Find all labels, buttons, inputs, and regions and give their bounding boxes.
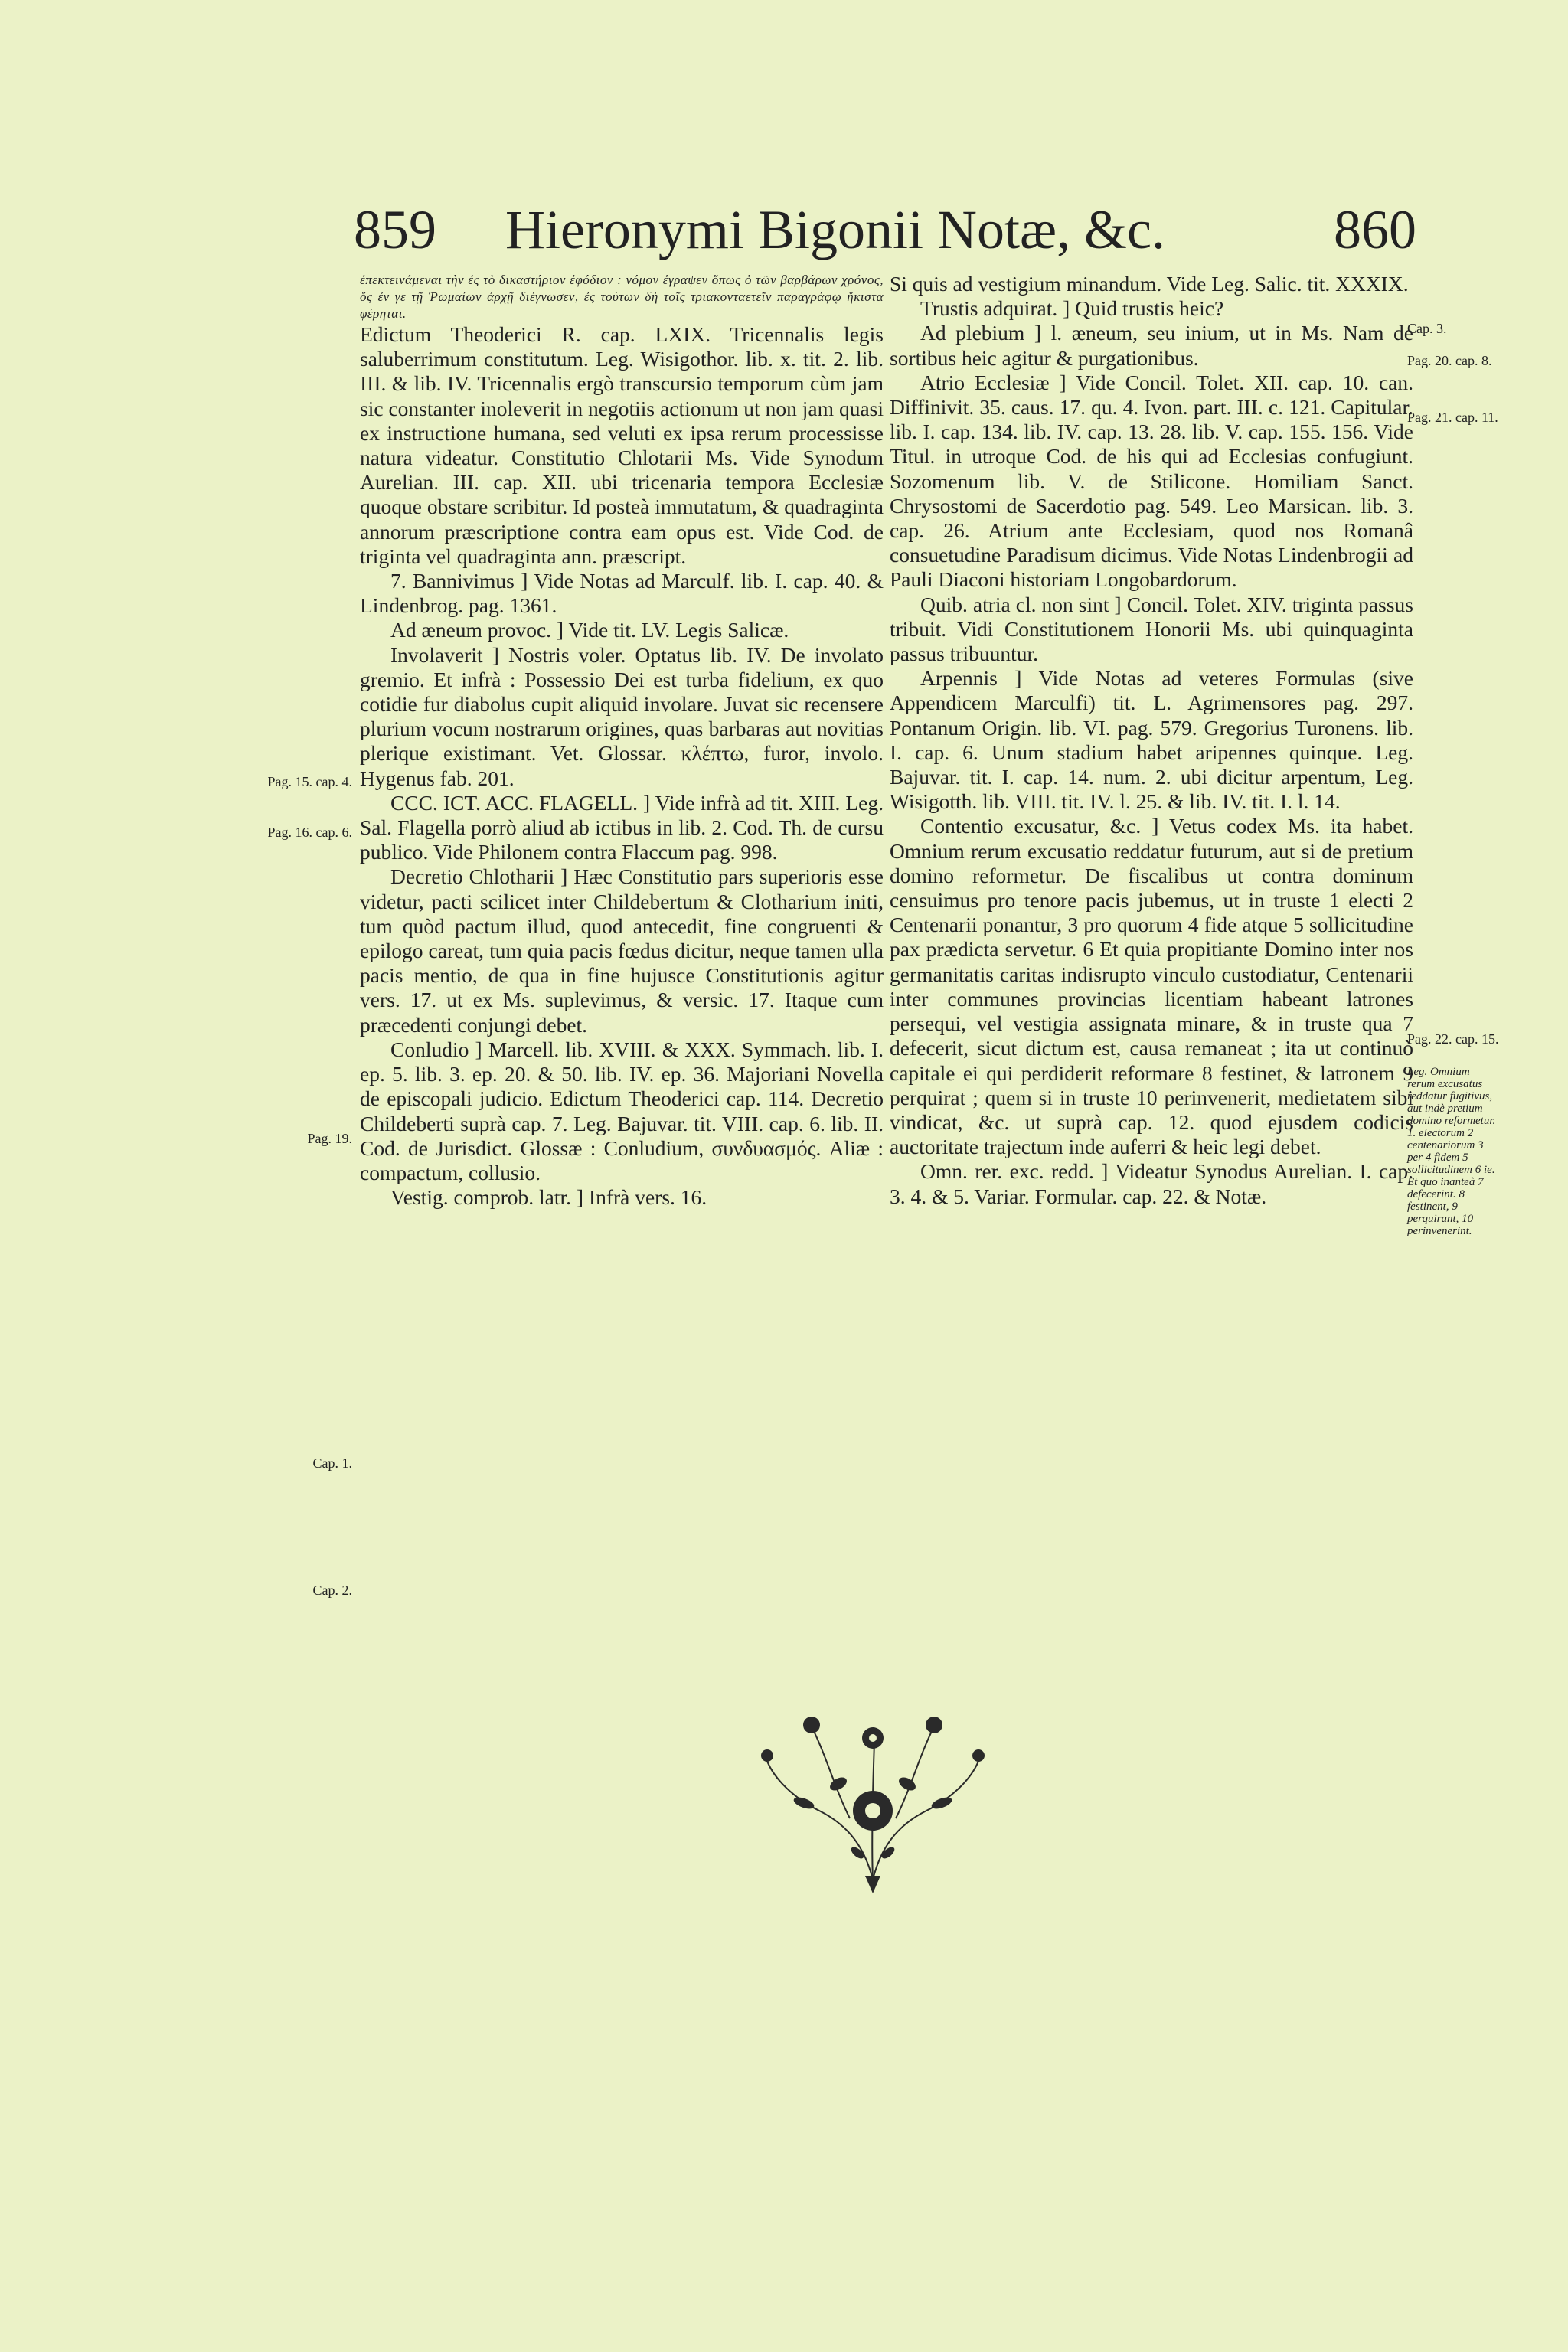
margin-ref: Pag. 16. cap. 6. [267,825,352,840]
margin-ref: Pag. 21. cap. 11. [1407,410,1498,425]
paragraph-bannivimus: 7. Bannivimus ] Vide Notas ad Marculf. lib. I. cap. 40. & Lindenbrog. pag. 1361. [360,569,884,618]
paragraph-contentio: Contentio excusatur, &c. ] Vetus codex Ms. ita habet. Omnium rerum excusatio reddatur futurum, aut si de pretium domino reformetur. De fiscalibus ut contra dominum censuimus pro tenore pacis jubemus, ut in truste 1 electi 2 Centenarii ponantur, 3 pro quorum 4 fide atque 5 sollicitudine pax prædicta servetur. 6 Et quia propitiante Domino inter nos germanitatis caritas indisrupto vinculo custodiatur, Centenarii inter communes provincias licentiam habeant latrones persequi, vel vestigia assignata minare, & in truste qua 7 defecerit, sicut dictum est, causa remaneat ; ita ut continuò capitale ei qui perdiderit reformare 8 festinet, & latronem 9 perquirat ; quem si in truste 10 perinvenerit, medietatem sibi vindicat, &c. ut suprà cap. 12. quod ejusdem codicis auctoritate trajectum inde auferri & heic legi debet. [890,814,1413,1159]
greek-quotation: ἐπεκτεινάμεναι τὴν ἐς τὸ δικαστήριον ἐφόδιον : νόμον ἐγραψεν ὅπως ὁ τῶν βαρβάρων χρόνος, ὅς ἐν γε τῇ Ῥωμαίων ἀρχῇ διέγνωσεν, ἐς τούτων δὴ τοῖς τριακονταετεῖν παραγράφῳ ἥκιστα φέρηται. [360,273,884,321]
paragraph-omn-rer: Omn. rer. exc. redd. ] Videatur Synodus Aurelian. I. cap. 3. 4. & 5. Variar. Formular. cap. 22. & Notæ. [890,1159,1413,1208]
paragraph-arpennis: Arpennis ] Vide Notas ad veteres Formulas (sive Appendicem Marculfi) tit. L. Agrimensores pag. 297. Pontanum Origin. lib. VI. pag. 579. Gregorius Turonens. lib. I. cap. 6. Unum stadium habet aripennes quinque. Leg. Bajuvar. tit. I. cap. 14. num. 2. ubi dicitur arpentum, Leg. Wisigotth. lib. VIII. tit. IV. l. 25. & lib. IV. tit. I. l. 14. [890,666,1413,814]
margin-ref: Pag. 19. [307,1131,352,1146]
paragraph-quib-atria: Quib. atria cl. non sint ] Concil. Tolet. XIV. triginta passus tribuit. Vidi Constitutionem Honorii Ms. ubi quinquaginta passus tribuuntur. [890,592,1413,666]
margin-ref: Cap. 2. [312,1583,352,1598]
paragraph-atrio-ecclesiae: Atrio Ecclesiæ ] Vide Concil. Tolet. XII. cap. 10. can. Diffinivit. 35. caus. 17. qu. 4. Ivon. part. III. c. 121. Capitular. lib. I. cap. 134. lib. IV. cap. 13. 28. lib. V. cap. 155. 156. Vide Titul. in utroque Cod. de his qui ad Ecclesias confugiunt. Sozomenum lib. V. de Stilicone. Homiliam Sanct. Chrysostomi de Sacerdotio pag. 549. Leo Marsican. lib. 3. cap. 26. Atrium ante Ecclesiam, quod nos Romanâ consuetudine Paradisum dicimus. Vide Notas Lindenbrogii ad Pauli Diaconi historiam Longobardorum. [890,370,1413,592]
paragraph-ad-plebium: Ad plebium ] l. æneum, seu inium, ut in Ms. Nam de sortibus heic agitur & purgationibus. [890,321,1413,370]
paragraph-vestig: Vestig. comprob. latr. ] Infrà vers. 16. [390,1185,707,1210]
right-column [890,272,1413,1209]
margin-note: Leg. Omnium rerum excusatus reddatur fugitivus, aut indè pretium domino reformetur. 1. electorum 2 centenariorum 3 per 4 fidem 5 sollicitudinem 6 ie. Et quo inanteà 7 defecerint. 8 festinent, 9 perquirant, 10 perinvenerint. [1407,1066,1496,1237]
page-number-left: 859 [354,199,436,260]
margin-ref: Pag. 20. cap. 8. [1407,353,1492,368]
paragraph-edictum: Edictum Theoderici R. cap. LXIX. Tricennalis legis saluberrimum constitutum. Leg. Wisigothor. lib. x. tit. 2. lib. III. & lib. IV. Tricennalis ergò transcursio temporum cùm jam sic constanter inoleverit in negotiis actionum ut non jam quasi ex instructione humana, sed veluti ex ipsa rerum processisse natura videatur. Constitutio Chlotarii Ms. Vide Synodum Aurelian. III. cap. XII. ubi tricenaria tempora Ecclesiæ quoque obstare scribitur. Id posteà immutatum, & quadraginta annorum præscriptione contra eam opus est. Vide Cod. de triginta vel quadraginta ann. præscript. [360,322,884,568]
paragraph-ad-aeneum: Ad æneum provoc. ] Vide tit. LV. Legis Salicæ. [390,618,789,642]
floral-ornament [758,1696,988,1895]
page-number-right: 860 [1334,199,1416,260]
running-header [337,195,1416,264]
margin-ref: Cap. 3. [1407,321,1447,336]
paragraph-involaverit: Involaverit ] Nostris voler. Optatus lib. IV. De involato gremio. Et infrà : Possessio Dei est turba fidelium, ex quo cotidie fur diabolus cupit aliquid involare. Juvat sic recensere plurium vocum nostrarum origines, quas barbaras aut novitias plerique existimant. Vet. Glossar. κλέπτω, furor, involo. Hygenus fab. 201. [360,642,884,790]
left-column [360,272,884,1210]
running-title: Hieronymi Bigonii Notæ, &c. [505,199,1165,260]
paragraph-decretio: Decretio Chlotharii ] Hæc Constitutio pars superioris esse videtur, pacti scilicet inter Childebertum & Clotharium initi, tum quòd pactum illud, quod antecedit, fine congruenti & epilogo careat, tum quia pacis fœdus dicitur, neque tamen ulla pacis mentio, de qua in fine hujusce Constitutionis agitur vers. 17. ut ex Ms. suplevimus, & versic. 17. Itaque cum præcedenti conjungi debet. [360,864,884,1037]
paragraph-si-quis: Si quis ad vestigium minandum. Vide Leg. Salic. tit. XXXIX. [890,272,1409,296]
margin-ref: Pag. 15. cap. 4. [267,774,352,789]
margin-ref: Pag. 22. cap. 15. [1407,1031,1499,1047]
paragraph-conludio: Conludio ] Marcell. lib. XVIII. & XXX. Symmach. lib. I. ep. 5. lib. 3. ep. 20. & 50. lib. IV. ep. 36. Majoriani Novella de episcopali judicio. Edictum Theoderici cap. 114. Decretio Childeberti suprà cap. 7. Leg. Bajuvar. tit. VIII. cap. 6. lib. II. Cod. de Jurisdict. Glossæ : Conludium, συνδυασμός. Aliæ : compactum, collusio. [360,1037,884,1184]
paragraph-ccc-ict: CCC. ICT. ACC. FLAGELL. ] Vide infrà ad tit. XIII. Leg. Sal. Flagella porrò aliud ab ictibus in lib. 2. Cod. Th. de cursu publico. Vide Philonem contra Flaccum pag. 998. [360,790,884,864]
margin-ref: Cap. 1. [312,1455,352,1471]
paragraph-trustis: Trustis adquirat. ] Quid trustis heic? [920,296,1224,321]
